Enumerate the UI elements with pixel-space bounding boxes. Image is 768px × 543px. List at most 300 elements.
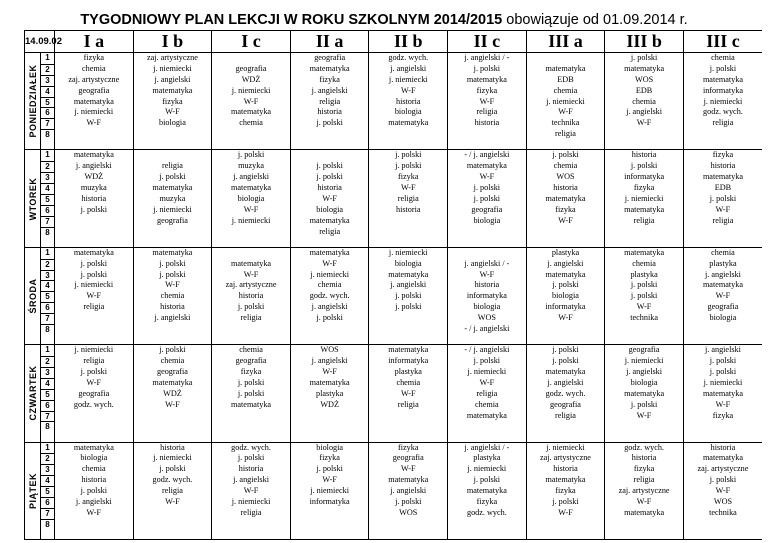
lesson-subject: godz. wych. <box>388 53 429 62</box>
class-day-cell <box>683 442 762 539</box>
day-name: PONIEDZIAŁEK <box>27 64 38 138</box>
lesson-subject <box>684 227 762 238</box>
lesson-number: 6 <box>41 107 54 118</box>
lesson-subject: historia <box>238 464 264 474</box>
lesson-subject: W-F <box>636 302 652 312</box>
lesson-subject <box>527 227 605 238</box>
timetable-body <box>25 53 763 540</box>
class-day-cell <box>212 442 291 539</box>
lesson-subject: j. angielski <box>311 356 348 366</box>
lesson-subject: matematyka <box>388 345 429 355</box>
class-day-cell <box>290 345 369 442</box>
lesson-number: 6 <box>41 205 54 216</box>
lesson-subject: zaj. artystyczne <box>618 486 670 496</box>
lesson-subject: j. polski <box>630 399 658 409</box>
lesson-subject: godz. wych. <box>231 442 271 452</box>
lesson-subject: W-F <box>479 172 495 182</box>
class-day-cell <box>369 442 448 539</box>
lesson-subject: godz. wych. <box>703 107 743 117</box>
lesson-subject: W-F <box>558 313 573 323</box>
lesson-subject: informatyka <box>545 302 586 312</box>
lesson-subject: historia <box>631 453 657 463</box>
lesson-subject: matematyka <box>73 442 114 452</box>
lesson-subject: j. polski <box>395 302 422 312</box>
lesson-subject: j. polski <box>159 172 186 182</box>
lesson-subject <box>55 519 133 530</box>
lesson-subject: geografia <box>392 453 424 463</box>
lesson-subject: geografia <box>235 63 267 73</box>
lesson-subject: historia <box>395 204 421 214</box>
lesson-subject <box>134 150 212 161</box>
lesson-subject: matematyka <box>624 507 665 517</box>
lesson-subject: fizyka <box>555 204 576 214</box>
lesson-subject <box>212 411 290 422</box>
day-label-cell <box>25 53 41 150</box>
lesson-subject <box>55 421 133 432</box>
lesson-subject: WDŻ <box>163 388 182 398</box>
lesson-subject: - / j. angielski <box>464 324 510 334</box>
lesson-number: 7 <box>41 216 54 227</box>
lesson-subject <box>134 508 212 519</box>
lesson-subject: W-F <box>558 215 573 225</box>
lesson-subject <box>55 216 133 227</box>
lesson-subject: j. angielski <box>75 497 112 507</box>
lesson-subject: j. polski <box>473 356 501 366</box>
class-day-cell <box>526 442 605 539</box>
lesson-subject: W-F <box>322 193 337 203</box>
lesson-subject: godz. wych. <box>545 388 586 398</box>
lesson-subject: W-F <box>400 183 416 193</box>
lesson-subject: technika <box>551 118 580 128</box>
lesson-subject: W-F <box>715 399 731 409</box>
lesson-subject: matematyka <box>624 204 665 214</box>
lesson-subject: j. polski <box>552 356 579 366</box>
lesson-subject: chemia <box>711 53 735 62</box>
day-name: WTOREK <box>27 177 38 220</box>
lesson-subject: geografia <box>628 345 660 355</box>
lesson-subject <box>369 421 447 432</box>
lesson-subject: j. niemiecki <box>310 486 349 496</box>
lesson-subject: technika <box>630 313 658 323</box>
lesson-subject <box>291 150 369 161</box>
lesson-subject: godz. wych. <box>624 442 664 452</box>
day-row <box>25 442 763 539</box>
lesson-subject: matematyka <box>388 269 429 279</box>
class-day-cell <box>212 53 291 150</box>
lesson-number: 6 <box>41 400 54 411</box>
lesson-subject: matematyka <box>152 377 193 387</box>
lesson-number: 4 <box>41 183 54 194</box>
lesson-number: 3 <box>41 367 54 378</box>
class-day-cell <box>369 150 448 247</box>
class-day-cell <box>526 345 605 442</box>
lesson-subject: chemia <box>160 356 185 366</box>
lesson-subject: W-F <box>558 107 573 117</box>
lesson-subject: j. polski <box>316 313 343 323</box>
lesson-subject: matematyka <box>309 63 350 73</box>
class-day-cell <box>133 247 212 344</box>
lesson-subject <box>134 324 212 335</box>
lesson-subject: matematyka <box>545 63 586 73</box>
lesson-number: 1 <box>45 247 50 257</box>
class-day-cell <box>290 247 369 344</box>
lesson-number: 7 <box>41 118 54 129</box>
class-day-cell <box>212 150 291 247</box>
lesson-subject <box>369 324 447 335</box>
lesson-subject: chemia <box>396 377 421 387</box>
lesson-subject: j. angielski / - <box>464 258 510 268</box>
lesson-subject: j. polski <box>709 193 737 203</box>
class-day-cell <box>448 247 527 344</box>
day-name: CZWARTEK <box>27 365 38 421</box>
day-name: ŚRODA <box>27 278 38 314</box>
date-label: 14.09.02 <box>25 31 55 53</box>
lesson-subject: j. polski <box>395 497 422 507</box>
lesson-subject: j. angielski <box>233 475 269 485</box>
lesson-subject: fizyka <box>240 366 262 376</box>
lesson-subject: matematyka <box>152 247 193 257</box>
lesson-subject: j. polski <box>473 183 501 193</box>
lesson-subject: j. niemiecki <box>310 269 349 279</box>
lesson-subject: matematyka <box>466 410 507 420</box>
lesson-subject: matematyka <box>231 183 272 193</box>
lesson-subject: historia <box>81 475 107 485</box>
lesson-subject: WOS <box>713 497 733 507</box>
day-row <box>25 247 763 344</box>
lesson-subject <box>605 421 683 432</box>
lesson-subject: j. polski <box>237 302 265 312</box>
class-day-cell <box>290 150 369 247</box>
lesson-subject: j. niemiecki <box>546 96 585 106</box>
class-day-cell <box>55 442 134 539</box>
lesson-subject: j. niemiecki <box>703 377 743 387</box>
lesson-subject: W-F <box>715 291 731 301</box>
lesson-subject: j. polski <box>80 366 108 376</box>
lesson-subject: W-F <box>558 507 573 517</box>
lesson-subject: W-F <box>479 269 495 279</box>
lesson-subject: fizyka <box>83 53 105 62</box>
lesson-subject: j. angielski <box>704 269 741 279</box>
lesson-subject: biologia <box>473 215 501 225</box>
lesson-subject: chemia <box>475 399 499 409</box>
lesson-subject: j. angielski <box>704 345 741 355</box>
lesson-subject: matematyka <box>702 74 743 84</box>
day-name: PIĄTEK <box>27 472 38 509</box>
lesson-subject: biologia <box>709 313 737 323</box>
lesson-subject <box>369 313 447 324</box>
lesson-subject: j. polski <box>709 356 737 366</box>
lesson-subject <box>605 227 683 238</box>
class-day-cell <box>369 247 448 344</box>
lesson-subject: EDB <box>635 85 653 95</box>
lesson-subject: WDŻ <box>84 172 104 182</box>
lesson-subject <box>212 421 290 432</box>
lesson-subject: chemia <box>82 464 106 474</box>
lesson-subject: matematyka <box>388 475 429 485</box>
lesson-subject: historia <box>631 150 657 160</box>
lesson-subject: W-F <box>715 204 731 214</box>
lesson-subject: j. polski <box>630 280 658 290</box>
lesson-subject: j. polski <box>630 161 658 171</box>
class-day-cell <box>212 345 291 442</box>
lesson-subject: j. angielski <box>547 377 584 387</box>
lesson-subject <box>448 519 526 530</box>
lesson-subject: chemia <box>82 63 106 73</box>
lesson-subject: j. angielski <box>390 63 427 73</box>
class-day-cell <box>55 53 134 150</box>
lesson-subject: matematyka <box>231 258 272 268</box>
lesson-subject: religia <box>83 356 105 366</box>
class-day-cell <box>290 442 369 539</box>
lesson-numbers <box>41 345 55 442</box>
lesson-subject <box>291 508 369 519</box>
lesson-subject <box>527 324 605 335</box>
lesson-subject: j. polski <box>159 464 186 474</box>
lesson-subject: plastyka <box>473 453 501 463</box>
lesson-number: 7 <box>41 313 54 324</box>
lesson-subject: geografia <box>78 85 110 95</box>
lesson-subject <box>369 519 447 530</box>
lesson-subject <box>55 129 133 140</box>
lesson-subject: informatyka <box>466 291 507 301</box>
lesson-subject: j. niemiecki <box>153 204 192 214</box>
lesson-subject: j. polski <box>80 269 108 279</box>
lesson-subject <box>134 411 212 422</box>
lesson-subject: matematyka <box>73 247 114 257</box>
class-header: III a <box>526 31 605 53</box>
lesson-subject: biologia <box>394 107 422 117</box>
lesson-subject: religia <box>161 486 183 496</box>
lesson-subject: j. niemiecki <box>153 63 192 73</box>
lesson-number: 5 <box>41 389 54 400</box>
lesson-subject: j. polski <box>237 150 265 160</box>
lesson-subject: W-F <box>165 497 180 507</box>
lesson-subject: j. polski <box>709 475 737 485</box>
lesson-number: 8 <box>41 227 54 238</box>
lesson-number: 1 <box>45 345 50 355</box>
lesson-number: 4 <box>41 280 54 291</box>
lesson-subject: j. polski <box>395 291 422 301</box>
lesson-subject: j. polski <box>630 291 658 301</box>
lesson-number: 2 <box>41 356 54 367</box>
lesson-subject: j. polski <box>709 366 737 376</box>
class-day-cell <box>605 53 684 150</box>
lesson-subject: geografia <box>314 53 346 62</box>
lesson-subject: j. polski <box>552 345 579 355</box>
lesson-subject: j. angielski <box>311 302 348 312</box>
lesson-subject <box>605 129 683 140</box>
lesson-subject: matematyka <box>309 377 350 387</box>
lesson-subject: fizyka <box>555 486 576 496</box>
lesson-subject: matematyka <box>545 193 586 203</box>
class-header: II b <box>369 31 448 53</box>
title-validity: obowiązuje od 01.09.2014 r. <box>502 12 688 28</box>
lesson-subject: W-F <box>322 366 337 376</box>
lesson-subject: fizyka <box>398 172 419 182</box>
class-day-cell <box>605 345 684 442</box>
day-row <box>25 53 763 150</box>
class-day-cell <box>133 442 212 539</box>
lesson-subject: religia <box>712 118 734 128</box>
class-day-cell <box>133 150 212 247</box>
day-row <box>25 345 763 442</box>
lesson-subject: matematyka <box>702 453 743 463</box>
lesson-subject: geografia <box>550 399 581 409</box>
lesson-subject: muzyka <box>238 161 264 171</box>
lesson-subject: historia <box>710 161 736 171</box>
lesson-subject <box>291 421 369 432</box>
class-day-cell <box>448 150 527 247</box>
lesson-subject: j. niemiecki <box>703 96 743 106</box>
lesson-subject <box>684 129 762 140</box>
lesson-subject <box>55 411 133 422</box>
lesson-subject: muzyka <box>159 193 186 203</box>
lesson-subject: j. polski <box>237 453 265 463</box>
lesson-subject: matematyka <box>73 150 114 160</box>
lesson-subject <box>55 324 133 335</box>
lesson-subject: WOS <box>634 74 654 84</box>
lesson-subject: j. polski <box>552 150 579 160</box>
lesson-subject: geografia <box>707 302 739 312</box>
class-day-cell <box>605 442 684 539</box>
lesson-subject: religia <box>397 193 419 203</box>
lesson-subject: geografia <box>78 388 110 398</box>
lesson-subject <box>527 421 605 432</box>
lesson-number: 2 <box>41 453 54 464</box>
lesson-subject: j. polski <box>473 475 501 485</box>
lesson-numbers <box>41 247 55 344</box>
lesson-subject: matematyka <box>466 161 507 171</box>
lesson-subject: W-F <box>400 85 416 95</box>
lesson-number: 1 <box>45 53 50 62</box>
timetable <box>24 30 762 540</box>
lesson-subject: j. polski <box>552 497 579 507</box>
lesson-number: 3 <box>41 75 54 86</box>
lesson-subject: W-F <box>86 118 102 128</box>
lesson-subject <box>448 248 526 259</box>
class-day-cell <box>683 53 762 150</box>
lesson-subject: j. polski <box>395 161 422 171</box>
lesson-subject: W-F <box>636 118 652 128</box>
lesson-subject: matematyka <box>624 388 665 398</box>
lesson-subject: plastyka <box>316 388 344 398</box>
lesson-subject: matematyka <box>466 486 507 496</box>
lesson-subject: historia <box>238 291 264 301</box>
title-main: TYGODNIOWY PLAN LEKCJI W ROKU SZKOLNYM 2014/2015 <box>80 12 503 28</box>
lesson-subject: j. polski <box>316 118 343 128</box>
lesson-subject: matematyka <box>624 247 665 257</box>
lesson-subject: matematyka <box>231 399 272 409</box>
lesson-subject: matematyka <box>152 183 193 193</box>
lesson-number: 5 <box>41 97 54 108</box>
lesson-subject: plastyka <box>630 269 658 279</box>
lesson-subject: matematyka <box>152 85 193 95</box>
lesson-subject: W-F <box>715 486 731 496</box>
lesson-subject <box>134 421 212 432</box>
lesson-subject: W-F <box>165 280 180 290</box>
lesson-subject: technika <box>709 507 737 517</box>
class-day-cell <box>683 150 762 247</box>
lesson-subject <box>605 324 683 335</box>
lesson-subject: muzyka <box>80 183 107 193</box>
lesson-subject: religia <box>633 475 655 485</box>
lesson-subject: j. angielski <box>154 313 191 323</box>
lesson-subject: j. niemiecki <box>388 247 428 257</box>
lesson-subject <box>291 411 369 422</box>
lesson-subject: religia <box>712 215 734 225</box>
lesson-subject: matematyka <box>73 96 114 106</box>
lesson-subject: j. polski <box>473 63 501 73</box>
lesson-subject: chemia <box>160 291 185 301</box>
lesson-subject <box>212 227 290 238</box>
lesson-subject: informatyka <box>702 85 743 95</box>
lesson-number: 1 <box>45 150 50 160</box>
lesson-subject: zaj. artystyczne <box>697 464 749 474</box>
lesson-number: 8 <box>41 421 54 432</box>
lesson-subject <box>369 129 447 140</box>
lesson-subject: EDB <box>714 183 732 193</box>
lesson-subject: zaj. artystyczne <box>146 53 198 62</box>
lesson-subject: chemia <box>239 345 263 355</box>
lesson-subject: fizyka <box>712 150 734 160</box>
lesson-subject: chemia <box>317 280 342 290</box>
class-header: II c <box>448 31 527 53</box>
lesson-subject: fizyka <box>319 74 340 84</box>
lesson-subject: matematyka <box>702 388 743 398</box>
lesson-subject <box>55 313 133 324</box>
lesson-number: 5 <box>41 291 54 302</box>
lesson-subject: j. angielski <box>390 486 427 496</box>
lesson-subject: religia <box>161 161 183 171</box>
class-day-cell <box>55 345 134 442</box>
lesson-subject: historia <box>160 302 185 312</box>
class-day-cell <box>290 53 369 150</box>
lesson-subject: religia <box>476 388 498 398</box>
lesson-subject <box>448 227 526 238</box>
class-day-cell <box>683 247 762 344</box>
lesson-number: 2 <box>41 64 54 75</box>
lesson-number: 3 <box>41 464 54 475</box>
class-header: I c <box>212 31 291 53</box>
lesson-subject: religia <box>555 129 576 139</box>
class-day-cell <box>683 345 762 442</box>
lesson-subject: j. polski <box>630 53 658 62</box>
lesson-subject: historia <box>474 118 500 128</box>
lesson-subject: WOS <box>477 313 496 323</box>
lesson-subject: informatyka <box>309 497 350 507</box>
lesson-subject <box>527 53 605 64</box>
lesson-subject <box>291 129 369 140</box>
lesson-subject: godz. wych. <box>309 291 350 301</box>
lesson-subject: religia <box>633 215 655 225</box>
lesson-subject: j. niemiecki <box>388 74 428 84</box>
class-day-cell <box>55 150 134 247</box>
class-header: III c <box>683 31 762 53</box>
lesson-subject <box>134 227 212 238</box>
lesson-subject <box>291 324 369 335</box>
lesson-subject: - / j. angielski <box>464 150 510 160</box>
lesson-subject: W-F <box>322 258 337 268</box>
lesson-subject: historia <box>474 280 500 290</box>
lesson-subject: j. polski <box>159 258 186 268</box>
lesson-subject: j. polski <box>316 464 343 474</box>
lesson-subject: zaj. artystyczne <box>540 453 591 463</box>
class-day-cell <box>55 247 134 344</box>
lesson-subject: biologia <box>80 453 108 463</box>
lesson-subject: j. polski <box>237 388 265 398</box>
lesson-subject: j. niemiecki <box>231 85 271 95</box>
lesson-subject: historia <box>710 442 736 452</box>
